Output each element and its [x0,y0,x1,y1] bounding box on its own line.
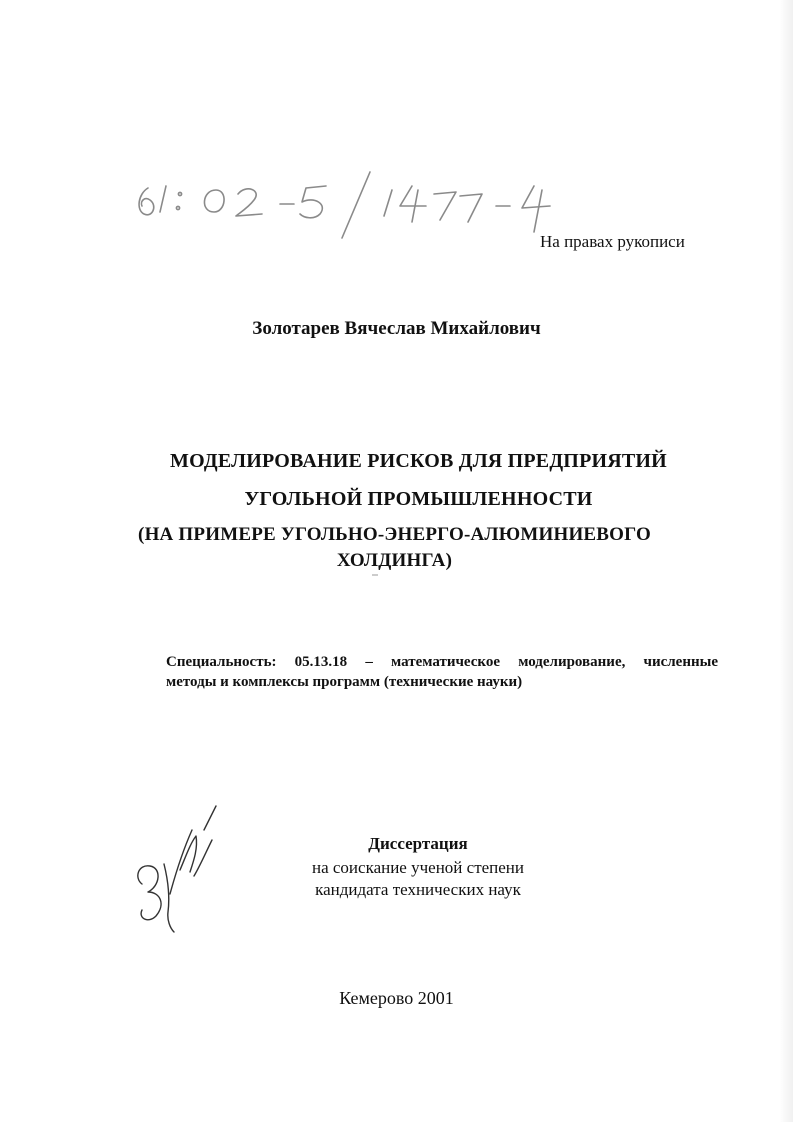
title-line-3: (НА ПРИМЕРЕ УГОЛЬНО-ЭНЕРГО-АЛЮМИНИЕВОГО [138,524,651,545]
handwritten-signature [120,800,230,940]
specialty-block [166,652,718,692]
specialty-line-1: Специальность: 05.13.18 – математическое моделирование, численные [166,654,718,670]
title-line-1: МОДЕЛИРОВАНИЕ РИСКОВ ДЛЯ ПРЕДПРИЯТИЙ [170,450,667,472]
dissertation-label: Диссертация [368,834,468,853]
city-year: Кемерово 2001 [339,988,454,1008]
dissertation-degree-line-1: на соискание ученой степени [311,858,525,877]
rights-note: На правах рукописи [540,232,685,251]
author-name: Золотарев Вячеслав Михайлович [252,318,541,339]
handwritten-archive-code [130,160,570,245]
title-line-4: ХОЛДИНГА) [336,550,453,571]
specialty-line-2: методы и комплексы программ (технические науки) [166,674,523,690]
dissertation-degree-line-2: кандидата технических наук [315,880,521,899]
scan-speck [372,574,378,576]
title-line-2: УГОЛЬНОЙ ПРОМЫШЛЕННОСТИ [244,488,593,510]
